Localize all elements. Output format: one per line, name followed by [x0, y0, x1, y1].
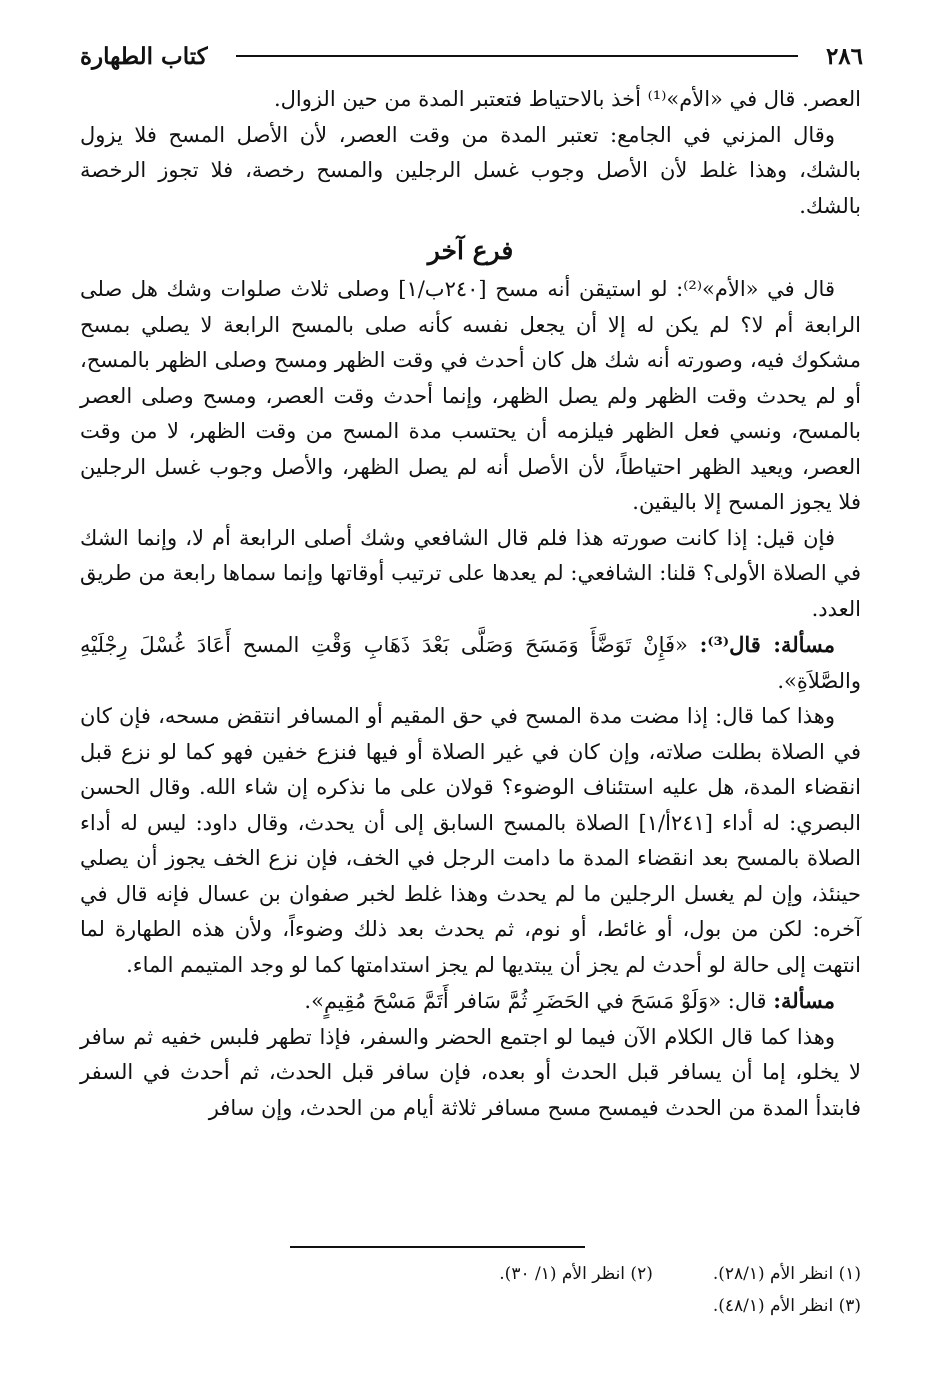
- paragraph: وهذا كما قال الكلام الآن فيما لو اجتمع الحضر والسفر، فإذا تطهر فلبس خفيه ثم سافر لا يخلو، إما أن يسافر قبل الحدث أو بعده، فإن سافر قبل الحدث، ثم أحدث في السفر فابتدأ المدة من الحدث فيمسح مسح مسافر ثلاثة أيام من الحدث، وإن سافر: [80, 1024, 861, 1120]
- footnote-2: (٢) انظر الأم (١/ ٣٠).: [499, 1264, 653, 1284]
- paragraph: العصر. قال في «الأم»⁽¹⁾ أخذ بالاحتياط فتعتبر المدة من حين الزوال.: [273, 87, 861, 111]
- paragraph: وقال المزني في الجامع: تعتبر المدة من وقت العصر، لأن الأصل المسح فلا يزول بالشك، وهذا غلط لأن الأصل وجوب غسل الرجلين والمسح رخصة، فلا تجوز الرخصة بالشك.: [80, 122, 861, 218]
- section-heading: فرع آخر: [427, 236, 514, 265]
- masala-text: قال: «وَلَوْ مَسَحَ في الحَضَرِ ثُمَّ سَافر أَتَمَّ مَسْحَ مُقِيمٍ».: [304, 989, 774, 1013]
- footnotes: [261, 1258, 861, 1322]
- footnote-rule: [290, 1246, 585, 1248]
- page-header: [80, 36, 863, 76]
- body-text: [80, 82, 861, 1126]
- masala-lead: مسألة:: [773, 988, 835, 1013]
- footnote-1: (١) انظر الأم (٢٨/١).: [712, 1264, 861, 1284]
- header-rule: [236, 55, 798, 57]
- footnote-3: (٣) انظر الأم (٤٨/١).: [712, 1296, 861, 1316]
- masala-paragraph: [80, 627, 861, 699]
- book-title: كتاب الطهارة: [80, 42, 208, 70]
- page-number: ٢٨٦: [825, 42, 863, 70]
- footnote-row: [261, 1290, 861, 1322]
- paragraph: قال في «الأم»⁽²⁾: لو استيقن أنه مسح [٢٤٠ب/١] وصلى ثلاث صلوات وشك هل صلى الرابعة أم لا؟ لم يكن له إلا أن يجعل نفسه كأنه صلى بالمسح الرابعة لا يصلي بمسح مشكوك فيه، وصورته أنه شك هل كان أحدث في وقت الظهر ومسح وصلى الظهر بالمسح، أو لم يحدث وقت الظهر ولم يصل الظهر، وإنما أحدث وقت العصر، ومسح وصلى العصر بالمسح، ونسي فعل الظهر فيلزمه أن يحتسب مدة المسح من وقت الظهر، لا من وقت العصر، ويعيد الظهر احتياطاً، لأن الأصل أنه لم يصل الظهر، والأصل وجوب غسل الرجلين فلا يجوز المسح إلا باليقين.: [80, 277, 861, 514]
- masala-lead: مسألة: قال⁽³⁾:: [699, 632, 835, 657]
- footnote-row: [261, 1258, 861, 1290]
- paragraph: فإن قيل: إذا كانت صورته هذا فلم قال الشافعي وشك أصلى الرابعة أم لا، وإنما الشك في الصلاة الأولى؟ قلنا: الشافعي: لم يعدها على ترتيب أوقاتها وإنما سماها رابعة من طريق العدد.: [80, 525, 861, 621]
- paragraph: وهذا كما قال: إذا مضت مدة المسح في حق المقيم أو المسافر انتقض مسحه، فإن كان في الصلاة بطلت صلاته، وإن كان في غير الصلاة أو فيها فنزع خفين فهو كما لو نزع قبل انقضاء المدة، هل عليه استئناف الوضوء؟ قولان على ما نذكره إن شاء الله. وقال الحسن البصري: له أداء [٢٤١أ/١] الصلاة بالمسح السابق إلى أن يحدث، وقال داود: ليس له أداء الصلاة بالمسح بعد انقضاء المدة ما دامت الرجل في الخف، فإن نزع الخف يجوز أن يصلي حينئذ، وإن لم يغسل الرجلين ما لم يحدث وهذا غلط لخبر صفوان بن عسال فإنه قال في آخره: لكن من بول، أو غائط، أو نوم، ثم يحدث بعد ذلك وضوءاً، ولأن هذه الطهارة لما انتهت إلى حالة لو أحدث لم يجز أن يبتديها لم يجز استدامتها كما لو وجد المتيمم الماء.: [80, 704, 861, 977]
- masala-paragraph: [80, 983, 861, 1020]
- masala-text: «فَإِنْ تَوَضَّأَ وَمَسَحَ وَصَلَّى بَعْدَ ذَهَابِ وَقْتِ المسح أَعَادَ غُسْلَ رِجْلَيْهِ والصَّلاَةِ».: [80, 633, 861, 693]
